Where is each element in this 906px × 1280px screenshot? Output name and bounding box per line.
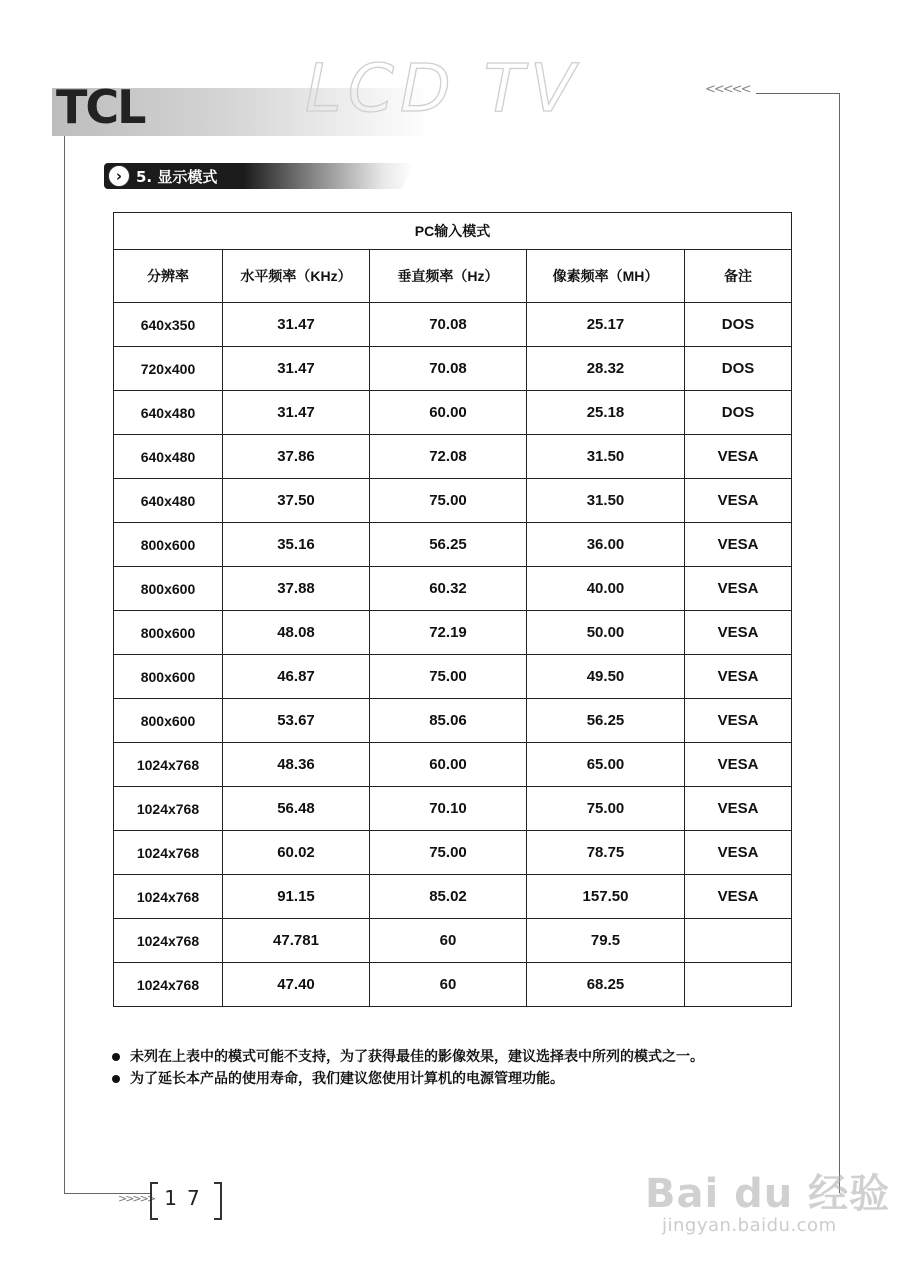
table-row — [114, 655, 792, 699]
table-row — [114, 699, 792, 743]
column-header: 备注 — [685, 250, 792, 303]
display-mode-table-container — [113, 212, 791, 1007]
table-cell: VESA — [685, 435, 792, 479]
table-cell: 48.36 — [223, 743, 370, 787]
table-cell: 25.17 — [527, 303, 685, 347]
frame-line-right — [839, 93, 840, 1193]
table-cell: 56.48 — [223, 787, 370, 831]
table-cell: 68.25 — [527, 963, 685, 1007]
table-cell: 50.00 — [527, 611, 685, 655]
table-row — [114, 567, 792, 611]
table-cell: 1024x768 — [114, 875, 223, 919]
table-cell: 28.32 — [527, 347, 685, 391]
table-cell: 75.00 — [370, 655, 527, 699]
table-cell: 60.00 — [370, 391, 527, 435]
section-title: 5. 显示模式 — [136, 168, 218, 186]
table-cell: 60 — [370, 919, 527, 963]
table-cell: DOS — [685, 347, 792, 391]
page-bracket-right — [214, 1182, 222, 1220]
decorative-arrows-top: <<<<< — [705, 82, 750, 97]
table-cell: 720x400 — [114, 347, 223, 391]
table-cell: 79.5 — [527, 919, 685, 963]
table-cell: DOS — [685, 303, 792, 347]
table-cell: 31.47 — [223, 303, 370, 347]
table-cell: 60 — [370, 963, 527, 1007]
table-cell: 640x480 — [114, 479, 223, 523]
table-cell: 60.02 — [223, 831, 370, 875]
note-item — [110, 1046, 810, 1068]
table-cell: 1024x768 — [114, 743, 223, 787]
page-bracket-left — [150, 1182, 158, 1220]
tcl-logo: TCL — [56, 80, 145, 134]
table-row — [114, 611, 792, 655]
bullet-icon — [112, 1053, 120, 1061]
table-row — [114, 435, 792, 479]
table-cell: 31.50 — [527, 435, 685, 479]
table-cell: VESA — [685, 611, 792, 655]
bullet-icon — [112, 1075, 120, 1083]
table-cell: DOS — [685, 391, 792, 435]
table-cell: 40.00 — [527, 567, 685, 611]
table-cell: VESA — [685, 655, 792, 699]
table-cell: 70.08 — [370, 347, 527, 391]
section-header — [104, 163, 414, 189]
table-cell: 25.18 — [527, 391, 685, 435]
table-row — [114, 391, 792, 435]
note-item — [110, 1068, 810, 1090]
table-cell: 65.00 — [527, 743, 685, 787]
table-cell: VESA — [685, 787, 792, 831]
table-cell: 60.00 — [370, 743, 527, 787]
column-header: 水平频率（KHz） — [223, 250, 370, 303]
table-cell: 1024x768 — [114, 787, 223, 831]
table-cell: 31.47 — [223, 347, 370, 391]
table-cell: 640x480 — [114, 435, 223, 479]
table-cell: VESA — [685, 479, 792, 523]
watermark-logo: Bai du 经验 — [645, 1171, 891, 1217]
table-cell: 53.67 — [223, 699, 370, 743]
table-cell: 78.75 — [527, 831, 685, 875]
table-row — [114, 479, 792, 523]
column-header: 分辨率 — [114, 250, 223, 303]
table-row — [114, 875, 792, 919]
table-caption: PC输入模式 — [114, 213, 792, 250]
table-cell: 85.06 — [370, 699, 527, 743]
table-cell: 640x480 — [114, 391, 223, 435]
table-cell: 85.02 — [370, 875, 527, 919]
table-cell: 72.08 — [370, 435, 527, 479]
product-title: LCD TV — [305, 50, 582, 127]
table-row — [114, 523, 792, 567]
table-cell: 640x350 — [114, 303, 223, 347]
table-row — [114, 787, 792, 831]
table-cell: VESA — [685, 567, 792, 611]
table-cell: 1024x768 — [114, 919, 223, 963]
table-cell: 48.08 — [223, 611, 370, 655]
frame-line-left — [64, 136, 65, 1194]
table-row — [114, 347, 792, 391]
table-cell: 56.25 — [370, 523, 527, 567]
table-row — [114, 303, 792, 347]
table-cell: 800x600 — [114, 611, 223, 655]
frame-line-top — [756, 93, 840, 94]
table-cell: VESA — [685, 875, 792, 919]
table-cell: 800x600 — [114, 655, 223, 699]
table-cell: 35.16 — [223, 523, 370, 567]
table-cell — [685, 963, 792, 1007]
table-cell: 60.32 — [370, 567, 527, 611]
table-cell: VESA — [685, 699, 792, 743]
notes — [110, 1046, 810, 1090]
table-cell: 47.40 — [223, 963, 370, 1007]
decorative-arrows-bottom: >>>>> — [118, 1192, 155, 1205]
table-cell — [685, 919, 792, 963]
table-cell: 47.781 — [223, 919, 370, 963]
table-cell: 49.50 — [527, 655, 685, 699]
note-text: 未列在上表中的模式可能不支持，为了获得最佳的影像效果，建议选择表中所列的模式之一。 — [130, 1049, 704, 1065]
table-cell: VESA — [685, 523, 792, 567]
table-cell: 157.50 — [527, 875, 685, 919]
table-cell: 800x600 — [114, 567, 223, 611]
table-row — [114, 831, 792, 875]
table-cell: 37.88 — [223, 567, 370, 611]
table-cell: 1024x768 — [114, 831, 223, 875]
note-text: 为了延长本产品的使用寿命，我们建议您使用计算机的电源管理功能。 — [130, 1071, 564, 1087]
display-mode-table — [113, 212, 792, 1007]
table-row — [114, 963, 792, 1007]
table-cell: 37.86 — [223, 435, 370, 479]
chevron-right-icon: › — [108, 165, 130, 187]
column-header: 像素频率（MH） — [527, 250, 685, 303]
table-cell: VESA — [685, 831, 792, 875]
table-row — [114, 743, 792, 787]
table-cell: 70.10 — [370, 787, 527, 831]
table-header-row — [114, 250, 792, 303]
table-cell: 72.19 — [370, 611, 527, 655]
page-number: 17 — [164, 1186, 210, 1210]
table-cell: 75.00 — [370, 479, 527, 523]
table-cell: 36.00 — [527, 523, 685, 567]
table-cell: 800x600 — [114, 699, 223, 743]
column-header: 垂直频率（Hz） — [370, 250, 527, 303]
table-cell: 46.87 — [223, 655, 370, 699]
watermark-url: jingyan.baidu.com — [662, 1215, 837, 1236]
table-cell: 75.00 — [527, 787, 685, 831]
table-cell: VESA — [685, 743, 792, 787]
table-row — [114, 919, 792, 963]
table-cell: 1024x768 — [114, 963, 223, 1007]
table-cell: 91.15 — [223, 875, 370, 919]
table-cell: 56.25 — [527, 699, 685, 743]
table-cell: 75.00 — [370, 831, 527, 875]
table-cell: 37.50 — [223, 479, 370, 523]
table-cell: 31.50 — [527, 479, 685, 523]
table-body — [114, 303, 792, 1007]
table-cell: 800x600 — [114, 523, 223, 567]
table-cell: 70.08 — [370, 303, 527, 347]
table-cell: 31.47 — [223, 391, 370, 435]
